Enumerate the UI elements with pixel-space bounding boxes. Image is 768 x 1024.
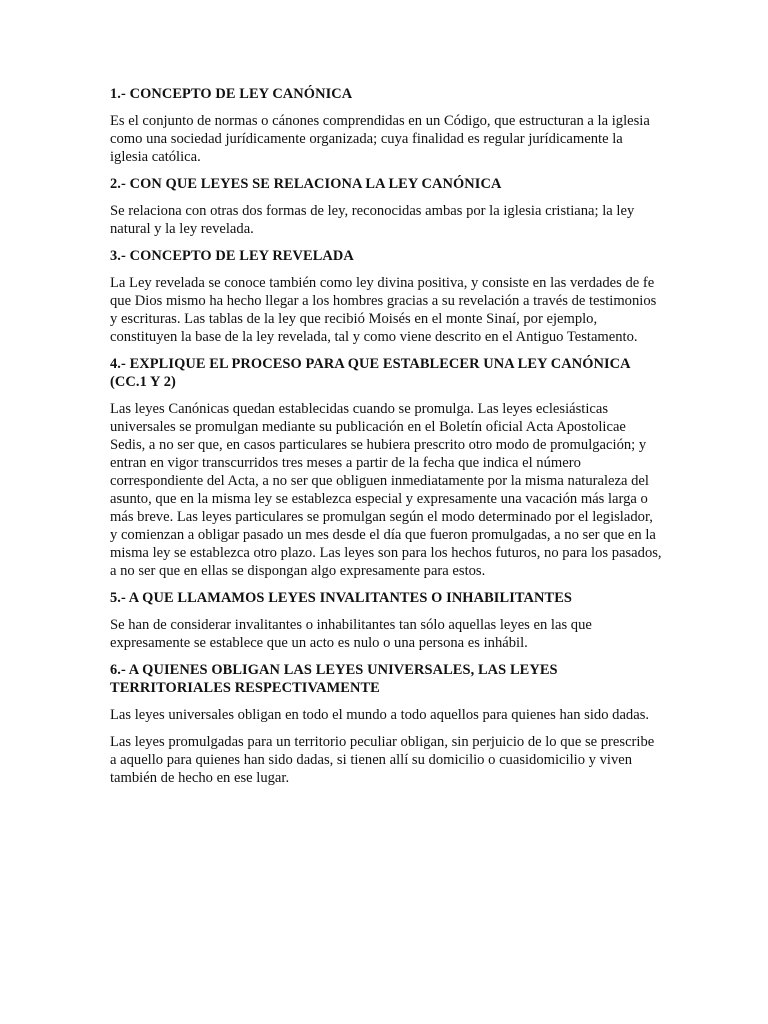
- section-paragraph: Las leyes promulgadas para un territorio peculiar obligan, sin perjuicio de lo que se prescribe a aquello para quienes han sido dadas, si tienen allí su domicilio o cuasidomicilio y viven también de hecho en ese lugar.: [110, 734, 655, 786]
- section-heading: 4.- EXPLIQUE EL PROCESO PARA QUE ESTABLECER UNA LEY CANÓNICA (CC.1 Y 2): [110, 356, 630, 390]
- section-heading: 2.- CON QUE LEYES SE RELACIONA LA LEY CANÓNICA: [110, 176, 502, 192]
- section-4: [110, 355, 662, 580]
- section-heading: 5.- A QUE LLAMAMOS LEYES INVALITANTES O INHABILITANTES: [110, 590, 573, 606]
- section-2: [110, 175, 662, 238]
- section-paragraph: Las leyes Canónicas quedan establecidas cuando se promulga. Las leyes eclesiásticas universales se promulgan mediante su publicación en el Boletín oficial Acta Apostolicae Sedis, a no ser que, en casos particulares se hubiera prescrito otro modo de promulgación; y entran en vigor transcurridos tres meses a partir de la fecha que indica el número correspondiente del Acta, a no ser que obliguen inmediatamente por la misma naturaleza del asunto, que en la misma ley se establezca especial y expresamente una vacación más larga o más breve. Las leyes particulares se promulgan según el modo determinado por el legislador, y comienzan a obligar pasado un mes desde el día que fueron promulgadas, a no ser que en la misma ley se establezca otro plazo. Las leyes son para los hechos futuros, no para los pasados, a no ser que en ellas se dispongan algo expresamente para estos.: [110, 401, 662, 579]
- section-6: [110, 661, 662, 787]
- section-heading: 6.- A QUIENES OBLIGAN LAS LEYES UNIVERSALES, LAS LEYES TERRITORIALES RESPECTIVAMENTE: [110, 662, 558, 696]
- document-page: [110, 85, 662, 796]
- section-paragraph: Es el conjunto de normas o cánones comprendidas en un Código, que estructuran a la iglesia como una sociedad jurídicamente organizada; cuya finalidad es regular jurídicamente la iglesia católica.: [110, 113, 650, 165]
- section-paragraph: La Ley revelada se conoce también como ley divina positiva, y consiste en las verdades de fe que Dios mismo ha hecho llegar a los hombres gracias a su revelación a través de testimonios y escrituras. Las tablas de la ley que recibió Moisés en el monte Sinaí, por ejemplo, constituyen la base de la ley revelada, tal y como viene descrito en el Antiguo Testamento.: [110, 275, 657, 345]
- section-5: [110, 589, 662, 652]
- section-paragraph: Se han de considerar invalitantes o inhabilitantes tan sólo aquellas leyes en las que expresamente se establece que un acto es nulo o una persona es inhábil.: [110, 617, 592, 651]
- section-heading: 1.- CONCEPTO DE LEY CANÓNICA: [110, 86, 353, 102]
- section-paragraph: Las leyes universales obligan en todo el mundo a todo aquellos para quienes han sido dadas.: [110, 707, 650, 723]
- section-1: [110, 85, 662, 166]
- section-3: [110, 247, 662, 346]
- section-heading: 3.- CONCEPTO DE LEY REVELADA: [110, 248, 354, 264]
- section-paragraph: Se relaciona con otras dos formas de ley, reconocidas ambas por la iglesia cristiana; la ley natural y la ley revelada.: [110, 203, 635, 237]
